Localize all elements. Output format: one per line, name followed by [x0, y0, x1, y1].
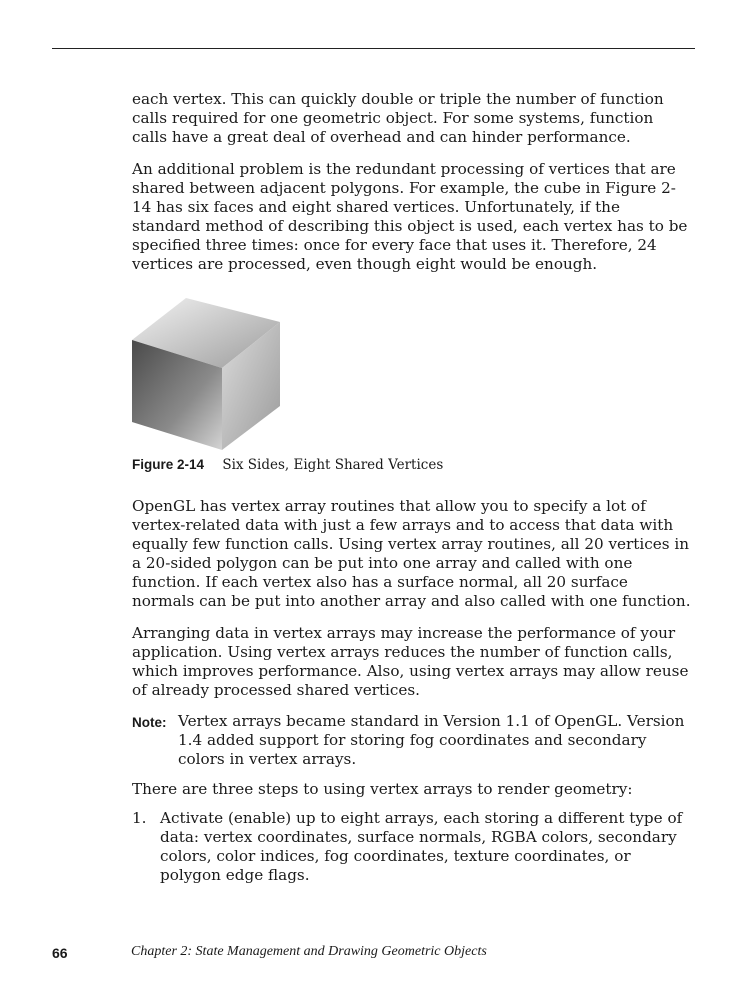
- figure-caption: [132, 457, 443, 473]
- paragraph: There are three steps to using vertex arrays to render geometry:: [132, 780, 633, 798]
- figure-title: Six Sides, Eight Shared Vertices: [222, 457, 444, 473]
- paragraph: An additional problem is the redundant processing of vertices that are shared between adjacent polygons. For example, the cube in Figure 2-14 has six faces and eight shared vertices. Unfortunately, if the standard method of describing this object is used, each vertex has to be specified three times: once for every face that uses it. Therefore, 24 vertices are processed, even though eight would be enough.: [132, 160, 688, 273]
- paragraph: Arranging data in vertex arrays may increase the performance of your application. Using vertex arrays reduces the number of function calls, which improves performance. Also, using vertex arrays may allow reuse of already processed shared vertices.: [132, 624, 689, 699]
- list-item-text: Activate (enable) up to eight arrays, each storing a different type of data: vertex coordinates, surface normals, RGBA colors, secondary colors, color indices, fog coordinates, texture coordinates, or polygon edge flags.: [160, 809, 683, 884]
- cube-figure: [130, 296, 282, 450]
- note-text: Vertex arrays became standard in Version 1.1 of OpenGL. Version 1.4 added support for storing fog coordinates and secondary colors in vertex arrays.: [178, 712, 685, 768]
- note: [132, 712, 692, 769]
- list-item: [132, 809, 692, 885]
- running-footer: Chapter 2: State Management and Drawing Geometric Objects: [131, 944, 487, 959]
- paragraph: each vertex. This can quickly double or triple the number of function calls required for one geometric object. For some systems, function calls have a great deal of overhead and can hinder performance.: [132, 90, 664, 146]
- figure-label: Figure 2-14: [132, 457, 205, 472]
- page-number: 66: [52, 945, 68, 961]
- list-item-number: 1.: [132, 809, 147, 827]
- paragraph: OpenGL has vertex array routines that allow you to specify a lot of vertex-related data with just a few arrays and to access that data with equally few function calls. Using vertex array routines, all 20 vertices in a 20-sided polygon can be put into one array and called with one function. If each vertex also has a surface normal, all 20 surface normals can be put into another array and also called with one function.: [132, 497, 691, 610]
- note-label: Note:: [132, 715, 167, 730]
- header-rule: [52, 48, 695, 49]
